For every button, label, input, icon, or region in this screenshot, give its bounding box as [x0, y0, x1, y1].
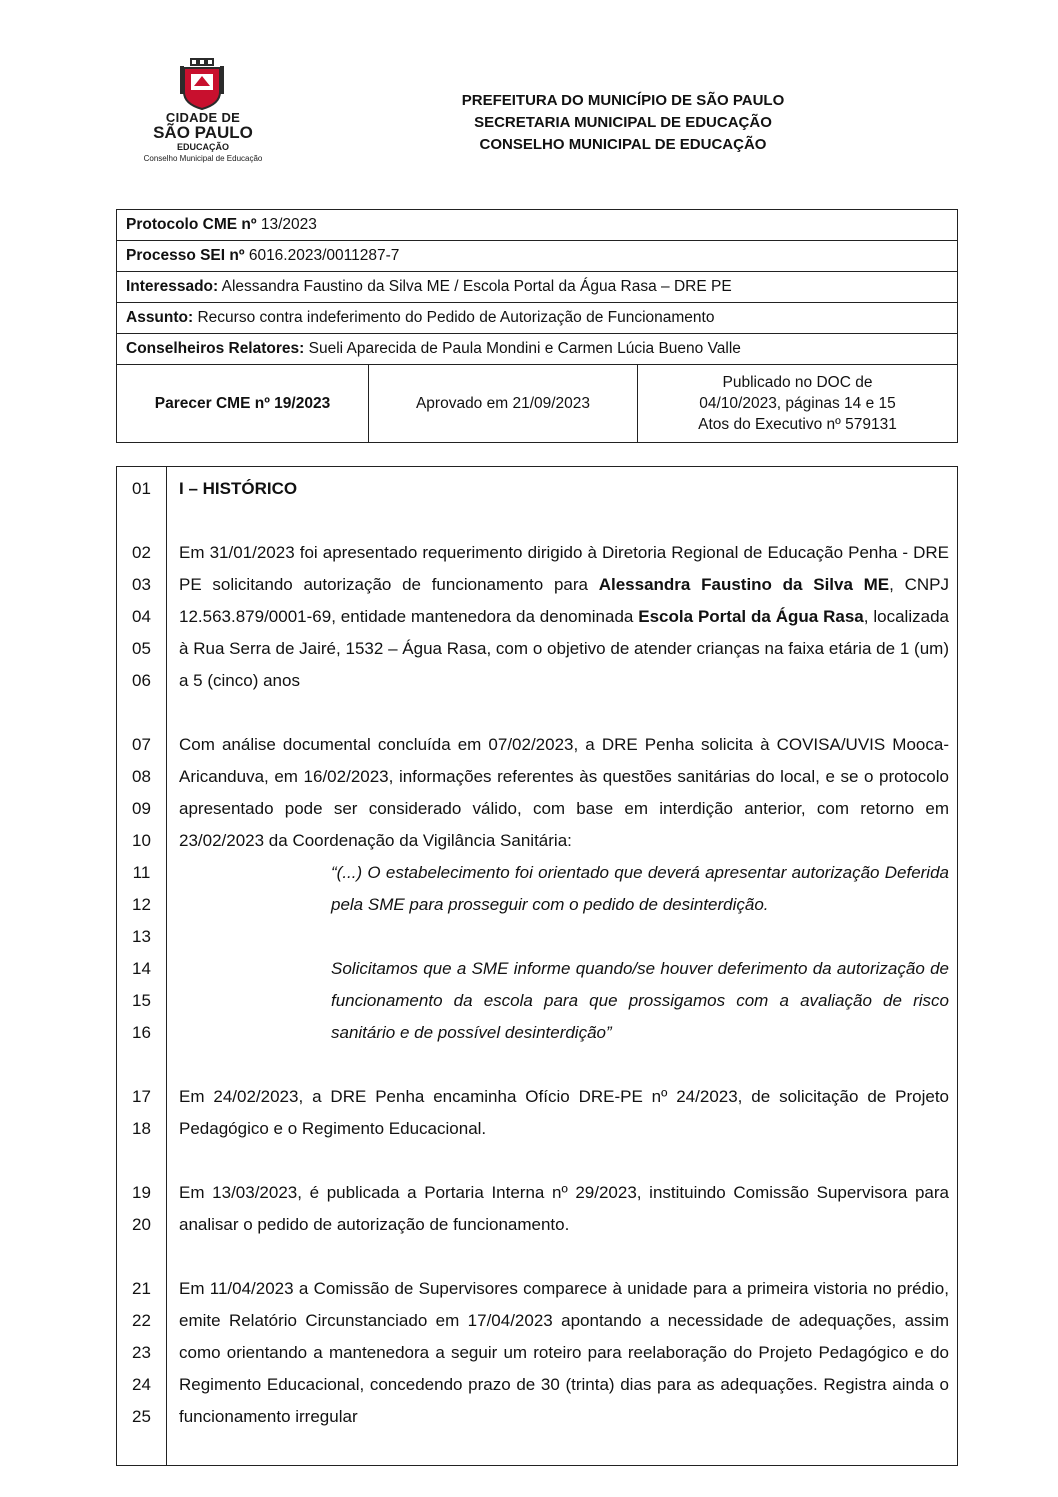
header-line-1: PREFEITURA DO MUNICÍPIO DE SÃO PAULO	[461, 92, 785, 109]
header-line-3: CONSELHO MUNICIPAL DE EDUCAÇÃO	[479, 136, 767, 153]
line-number: 19	[132, 1183, 151, 1202]
processo-value: 6016.2023/0011287-7	[244, 247, 400, 264]
line-number: 07	[132, 735, 151, 754]
line-number: 13	[132, 927, 151, 946]
line-number: 17	[132, 1087, 151, 1106]
protocolo-row	[117, 210, 958, 241]
interessado-value: Alessandra Faustino da Silva ME / Escola Portal da Água Rasa – DRE PE	[218, 278, 732, 295]
line-number: 12	[132, 895, 151, 914]
publicado-line-2: 04/10/2023, páginas 14 e 15	[699, 395, 896, 412]
line-number: 04	[132, 607, 151, 626]
document-header	[390, 90, 856, 156]
line-number: 20	[132, 1215, 151, 1234]
logo-line-4: Conselho Municipal de Educação	[143, 154, 263, 163]
p1-entity: Alessandra Faustino da Silva ME	[598, 575, 890, 594]
p1-text-a: Em 31/01/2023 foi apresentado requerimento dirigido à Diretoria Regional de Educação Penha - DRE PE solicitando autorização de funcionamento para	[179, 543, 949, 594]
conselheiros-row	[117, 334, 958, 365]
quote-1: “(...) O estabelecimento foi orientado que deverá apresentar autorização Deferida pela SME para prosseguir com o pedido de desinterdição.	[331, 863, 949, 914]
processo-row	[117, 241, 958, 272]
line-number: 16	[132, 1023, 151, 1042]
paragraph-5: Em 11/04/2023 a Comissão de Supervisores comparece à unidade para a primeira vistoria no prédio, emite Relatório Circunstanciado em 17/04/2023 apontando a necessidade de adequações, assim como orientando a mantenedora a seguir um roteiro para reelaboração do Projeto Pedagógico e do Regimento Educacional, concedendo prazo de 30 (trinta) dias para as adequações. Registra ainda o funcionamento irregular	[179, 1279, 949, 1426]
paragraph-1	[179, 537, 949, 697]
conselheiros-label: Conselheiros Relatores:	[126, 340, 305, 357]
parecer-row	[117, 365, 958, 443]
assunto-label: Assunto:	[126, 309, 194, 326]
aprovado-cell: Aprovado em 21/09/2023	[369, 365, 638, 443]
publicado-line-1: Publicado no DOC de	[722, 374, 873, 391]
quote-2: Solicitamos que a SME informe quando/se houver deferimento da autorização de funcionamento da escola para que prossigamos com a avaliação de risco sanitário e de possível desinterdição”	[331, 959, 949, 1042]
line-number: 22	[132, 1311, 151, 1330]
line-number: 18	[132, 1119, 151, 1138]
line-number: 23	[132, 1343, 151, 1362]
line-number: 10	[132, 831, 151, 850]
logo-line-2: SÃO PAULO	[153, 123, 253, 142]
line-number: 24	[132, 1375, 151, 1394]
paragraph-3: Em 24/02/2023, a DRE Penha encaminha Ofício DRE-PE nº 24/2023, de solicitação de Projeto Pedagógico e o Regimento Educacional.	[179, 1087, 949, 1138]
publicado-cell	[638, 365, 958, 443]
section-heading: I – HISTÓRICO	[179, 479, 298, 498]
line-number: 03	[132, 575, 151, 594]
line-number: 02	[132, 543, 151, 562]
line-number: 06	[132, 671, 151, 690]
p1-text-e: , localizada à Rua Serra de Jairé, 1532 – Água Rasa, com o objetivo de atender crianças na faixa etária de 1 (um) a 5 (cinco) anos	[179, 607, 949, 690]
interessado-row	[117, 272, 958, 303]
line-number: 15	[132, 991, 151, 1010]
p1-text-c: , CNPJ 12.563.879/0001-69, entidade mantenedora da denominada	[179, 575, 949, 626]
sao-paulo-crest-icon	[180, 58, 224, 110]
line-number: 11	[132, 863, 151, 882]
interessado-label: Interessado:	[126, 278, 219, 295]
line-number: 14	[132, 959, 151, 978]
protocol-info-table	[116, 209, 958, 443]
assunto-row	[117, 303, 958, 334]
line-number: 01	[132, 479, 151, 498]
parecer-number: Parecer CME nº 19/2023	[154, 395, 331, 412]
p1-school: Escola Portal da Água Rasa	[638, 607, 864, 626]
logo-line-3: EDUCAÇÃO	[176, 142, 229, 152]
protocolo-value: 13/2023	[256, 216, 317, 233]
publicado-line-3: Atos do Executivo nº 579131	[698, 416, 897, 433]
protocolo-label: Protocolo CME nº	[126, 216, 257, 233]
logo-line-1: CIDADE DE	[165, 110, 241, 125]
line-number: 08	[132, 767, 151, 786]
column-divider	[166, 467, 167, 1465]
main-content-box	[116, 466, 958, 1466]
paragraph-2: Com análise documental concluída em 07/02/2023, a DRE Penha solicita à COVISA/UVIS Mooca-Aricanduva, em 16/02/2023, informações referentes às questões sanitárias do local, e se o protocolo apresentado pode ser considerado válido, com base em interdição anterior, com retorno em 23/02/2023 da Coordenação da Vigilância Sanitária:	[179, 735, 949, 850]
conselheiros-value: Sueli Aparecida de Paula Mondini e Carmen Lúcia Bueno Valle	[304, 340, 741, 357]
line-number: 09	[132, 799, 151, 818]
paragraph-4: Em 13/03/2023, é publicada a Portaria Interna nº 29/2023, instituindo Comissão Supervisora para analisar o pedido de autorização de funcionamento.	[179, 1183, 949, 1234]
city-logo	[118, 58, 288, 170]
processo-label: Processo SEI nº	[126, 247, 245, 264]
line-number: 21	[132, 1279, 151, 1298]
header-line-2: SECRETARIA MUNICIPAL DE EDUCAÇÃO	[474, 114, 772, 131]
line-number: 05	[132, 639, 151, 658]
assunto-value: Recurso contra indeferimento do Pedido de Autorização de Funcionamento	[193, 309, 715, 326]
line-number: 25	[132, 1407, 151, 1426]
